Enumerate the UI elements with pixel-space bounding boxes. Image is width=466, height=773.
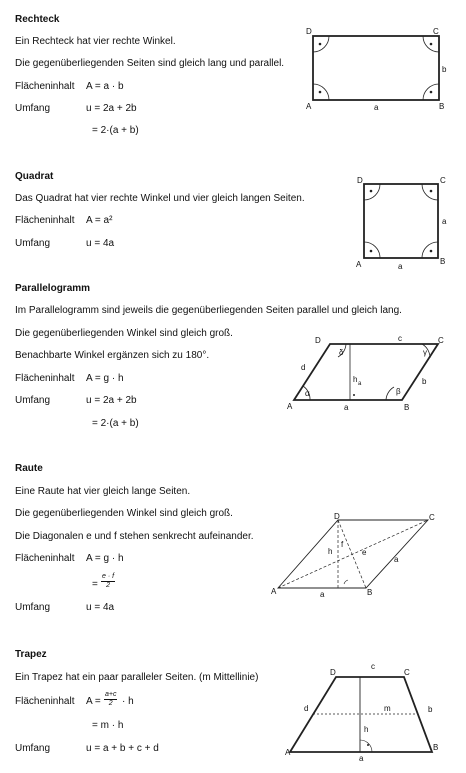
trapez-area-label: Flächeninhalt — [15, 696, 75, 707]
raute-label-e: e — [362, 548, 367, 557]
raute-perimeter-formula: u = 4a — [86, 602, 115, 613]
quadrat-perimeter-label: Umfang — [15, 238, 51, 249]
quadrat-label-a-right: a — [442, 217, 447, 226]
parallelogramm-title: Parallelogramm — [15, 283, 91, 294]
trapez-perimeter-label: Umfang — [15, 743, 51, 754]
trapez-perimeter-formula: u = a + b + c + d — [86, 743, 159, 754]
trapez-fraction-denominator: 2 — [108, 700, 113, 707]
raute-label-h: h — [328, 547, 333, 556]
trapez-label-A: A — [285, 748, 291, 757]
quadrat-label-A: A — [356, 260, 362, 269]
quadrat-label-C: C — [440, 176, 446, 185]
trapez-label-a: a — [359, 754, 364, 763]
rechteck-title: Rechteck — [15, 14, 60, 25]
quadrat-perimeter-formula: u = 4a — [86, 238, 115, 249]
quadrat-label-D: D — [357, 176, 363, 185]
parallelogramm-label-A: A — [287, 402, 293, 411]
quadrat-text-1: Das Quadrat hat vier rechte Winkel und vier gleich langen Seiten. — [15, 193, 305, 204]
raute-text-2: Die gegenüberliegenden Winkel sind gleich groß. — [15, 508, 233, 519]
raute-label-f: f — [341, 540, 344, 549]
parallelogramm-label-beta: β — [396, 387, 401, 396]
rechteck-perimeter-formula: u = 2a + 2b — [86, 103, 137, 114]
parallelogramm-label-d: d — [301, 363, 306, 372]
raute-label-A: A — [271, 587, 277, 596]
trapez-title: Trapez — [15, 649, 47, 660]
trapez-area-suffix: · h — [122, 696, 134, 707]
parallelogramm-perimeter-label: Umfang — [15, 395, 51, 406]
parallelogramm-label-delta: δ — [339, 348, 344, 357]
parallelogramm-text-3: Benachbarte Winkel ergänzen sich zu 180°. — [15, 350, 210, 361]
trapez-label-D: D — [330, 668, 336, 677]
trapez-text-1: Ein Trapez hat ein paar paralleler Seiten. (m Mittellinie) — [15, 672, 259, 683]
rechteck-area-label: Flächeninhalt — [15, 81, 75, 92]
parallelogramm-label-h-sub: a — [358, 381, 362, 387]
raute-area-fraction — [101, 573, 115, 590]
parallelogramm-area-formula: A = g · h — [86, 373, 124, 384]
raute-label-B: B — [367, 588, 373, 597]
quadrat-figure — [352, 172, 462, 272]
raute-label-a-bottom: a — [320, 590, 325, 599]
rechteck-area-formula: A = a · b — [86, 81, 124, 92]
parallelogramm-label-a: a — [344, 403, 349, 412]
raute-title: Raute — [15, 463, 43, 474]
quadrat-label-a-bottom: a — [398, 262, 403, 271]
rechteck-figure — [300, 22, 460, 112]
parallelogramm-label-B: B — [404, 403, 410, 412]
trapez-area-prefix: A = — [86, 696, 101, 707]
trapez-label-b: b — [428, 705, 433, 714]
quadrat-area-label: Flächeninhalt — [15, 215, 75, 226]
parallelogramm-text-2: Die gegenüberliegenden Winkel sind gleich groß. — [15, 328, 233, 339]
trapez-label-d: d — [304, 704, 309, 713]
rechteck-label-A: A — [306, 102, 312, 111]
parallelogramm-perimeter-formula: u = 2a + 2b — [86, 395, 137, 406]
parallelogramm-label-h: h — [353, 375, 358, 384]
raute-area-label: Flächeninhalt — [15, 553, 75, 564]
parallelogramm-label-gamma: γ — [423, 348, 427, 357]
raute-label-D: D — [334, 512, 340, 521]
rechteck-text-1: Ein Rechteck hat vier rechte Winkel. — [15, 36, 176, 47]
rechteck-label-a: a — [374, 103, 379, 112]
rechteck-label-C: C — [433, 27, 439, 36]
parallelogramm-label-C: C — [438, 336, 444, 345]
raute-text-1: Eine Raute hat vier gleich lange Seiten. — [15, 486, 191, 497]
trapez-label-m: m — [384, 704, 391, 713]
parallelogramm-label-c: c — [398, 334, 402, 343]
rechteck-label-b: b — [442, 65, 447, 74]
trapez-label-C: C — [404, 668, 410, 677]
parallelogramm-text-1: Im Parallelogramm sind jeweils die gegenüberliegenden Seiten parallel und gleich lang. — [15, 305, 402, 316]
raute-area-eq: = — [92, 579, 98, 590]
rechteck-perimeter-label: Umfang — [15, 103, 51, 114]
rechteck-label-D: D — [306, 27, 312, 36]
parallelogramm-perimeter-formula-2: = 2·(a + b) — [92, 418, 139, 429]
raute-text-3: Die Diagonalen e und f stehen senkrecht aufeinander. — [15, 531, 254, 542]
raute-label-a-right: a — [394, 555, 399, 564]
parallelogramm-label-D: D — [315, 336, 321, 345]
trapez-area-formula-2: = m · h — [92, 720, 124, 731]
raute-label-C: C — [429, 513, 435, 522]
parallelogramm-figure — [282, 332, 462, 414]
rechteck-perimeter-formula-2: = 2·(a + b) — [92, 125, 139, 136]
quadrat-label-B: B — [440, 257, 446, 266]
trapez-fraction-numerator: a+c — [105, 691, 117, 698]
trapez-area-fraction — [104, 691, 117, 708]
parallelogramm-area-label: Flächeninhalt — [15, 373, 75, 384]
raute-figure — [268, 510, 458, 602]
rechteck-text-2: Die gegenüberliegenden Seiten sind gleich lang und parallel. — [15, 58, 285, 69]
trapez-label-h: h — [364, 725, 369, 734]
raute-fraction-numerator: e · f — [102, 573, 115, 580]
raute-perimeter-label: Umfang — [15, 602, 51, 613]
parallelogramm-label-b: b — [422, 377, 427, 386]
trapez-figure — [280, 660, 460, 768]
raute-fraction-denominator: 2 — [106, 582, 110, 589]
trapez-label-B: B — [433, 743, 439, 752]
trapez-label-c: c — [371, 662, 375, 671]
rechteck-label-B: B — [439, 102, 445, 111]
raute-area-formula: A = g · h — [86, 553, 124, 564]
quadrat-area-formula: A = a² — [86, 215, 113, 226]
parallelogramm-label-alpha: α — [305, 389, 310, 398]
quadrat-title: Quadrat — [15, 171, 54, 182]
